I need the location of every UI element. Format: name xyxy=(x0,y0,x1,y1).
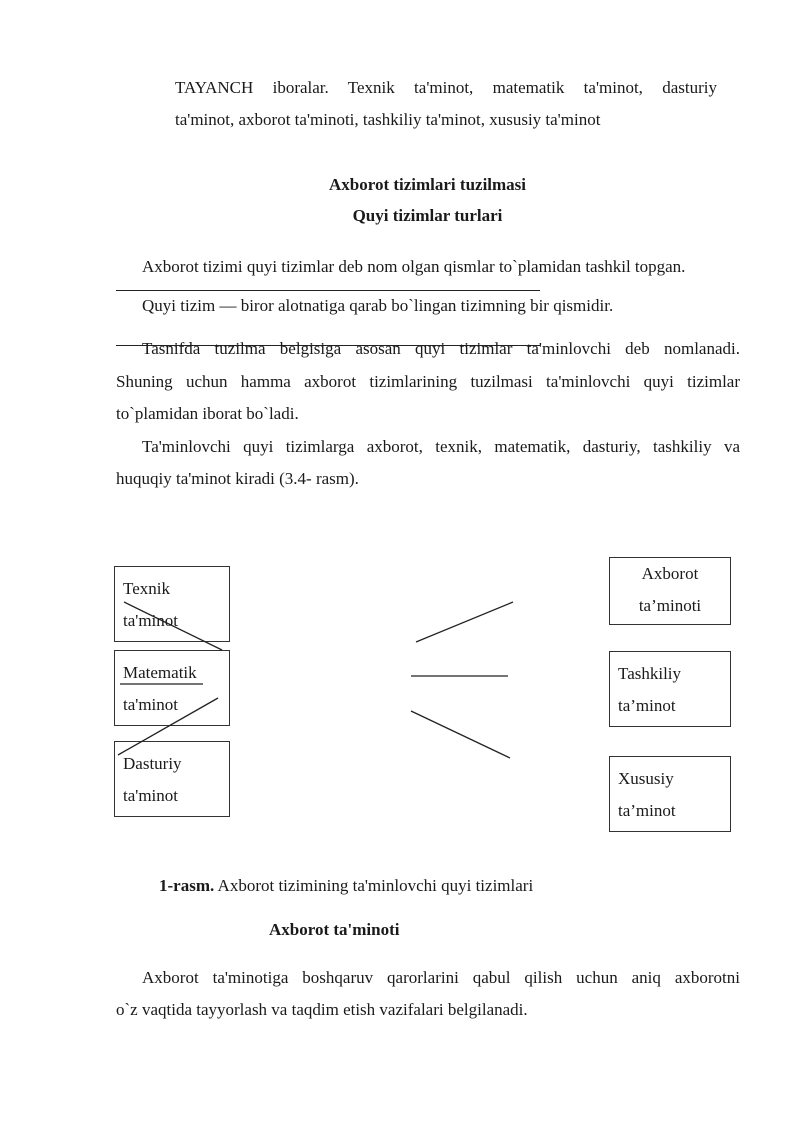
section-heading-2: Axborot ta'minoti xyxy=(269,920,400,939)
box-label-line2: ta'minot xyxy=(123,786,179,805)
paragraph-3-line-1: Tasnifda tuzilma belgisiga asosan quyi tizimlar ta'minlovchi deb nomlanadi. xyxy=(142,339,740,358)
box-label-line1: Dasturiy xyxy=(123,754,182,773)
connector-line xyxy=(416,602,513,642)
paragraph-4-line-1: Ta'minlovchi quyi tizimlarga axborot, texnik, matematik, dasturiy, tashkiliy va xyxy=(142,437,740,456)
paragraph-2: Quyi tizim — biror alotnatiga qarab bo`lingan tizimning bir qismidir. xyxy=(142,296,614,315)
paragraph-4-line-2: huquqiy ta'minot kiradi (3.4- rasm). xyxy=(116,469,359,488)
paragraph-5-line-2: o`z vaqtida tayyorlash va taqdim etish vazifalari belgilanadi. xyxy=(116,1000,528,1019)
paragraph-3-line-2: Shuning uchun hamma axborot tizimlarining tuzilmasi ta'minlovchi quyi tizimlar xyxy=(116,372,740,391)
keywords-line-2: ta'minot, axborot ta'minoti, tashkiliy ta'minot, xususiy ta'minot xyxy=(175,110,601,129)
section-heading: Axborot tizimlari tuzilmasi xyxy=(328,175,527,194)
paragraph-3-line-3: to`plamidan iborat bo`ladi. xyxy=(116,404,299,423)
paragraph-5-line-1: Axborot ta'minotiga boshqaruv qarorlarini qabul qilish uchun aniq axborotni xyxy=(142,968,740,987)
figure-caption xyxy=(159,876,533,896)
box-label-line2: ta’minot xyxy=(618,696,676,715)
connector-line xyxy=(118,698,218,755)
connector-line xyxy=(411,711,510,758)
box-label-line2: ta’minoti xyxy=(638,596,702,615)
box-label-line2: ta'minot xyxy=(123,695,179,714)
caption-text: Axborot tizimining ta'minlovchi quyi tizimlari xyxy=(214,876,534,895)
box-label-line1: Tashkiliy xyxy=(618,664,682,683)
box-label-line1: Texnik xyxy=(123,579,170,598)
paragraph-1: Axborot tizimi quyi tizimlar deb nom olgan qismlar to`plamidan tashkil topgan. xyxy=(142,257,686,276)
box-label-line1: Axborot xyxy=(641,564,699,583)
keywords-line-1: TAYANCH iboralar. Texnik ta'minot, matematik ta'minot, dasturiy xyxy=(175,78,717,97)
connector-line xyxy=(124,602,222,650)
box-label-line1: Xususiy xyxy=(618,769,674,788)
caption-label: 1-rasm. xyxy=(159,876,215,895)
box-label-line1: Matematik xyxy=(123,663,197,682)
subsection-heading: Quyi tizimlar turlari xyxy=(352,206,503,225)
box-label-line2: ta’minot xyxy=(618,801,676,820)
box-label-line2: ta'minot xyxy=(123,611,179,630)
